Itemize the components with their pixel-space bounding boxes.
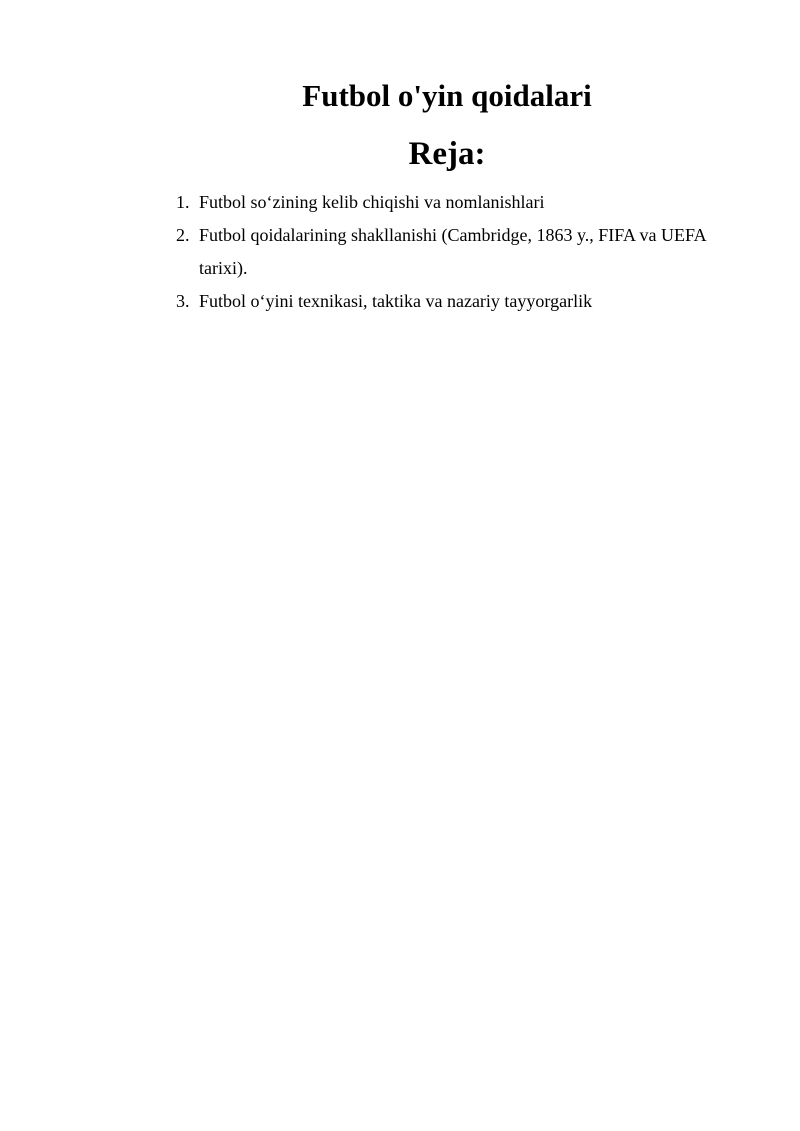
document-title: Futbol o'yin qoidalari	[302, 78, 592, 113]
plan-item-number: 2.	[176, 225, 190, 245]
plan-item-2	[176, 219, 756, 285]
plan-item-number: 1.	[176, 192, 190, 212]
plan-item-number: 3.	[176, 291, 190, 311]
plan-heading: Reja:	[408, 136, 486, 172]
plan-item-text: Futbol qoidalarining shakllanishi (Cambridge, 1863 y., FIFA va UEFA tarixi).	[199, 225, 706, 278]
plan-item-text: Futbol so‘zining kelib chiqishi va nomlanishlari	[199, 192, 545, 212]
plan-item-3	[176, 285, 756, 318]
plan-list	[176, 186, 756, 318]
plan-item-text: Futbol o‘yini texnikasi, taktika va nazariy tayyorgarlik	[199, 291, 593, 311]
plan-item-1	[176, 186, 756, 219]
